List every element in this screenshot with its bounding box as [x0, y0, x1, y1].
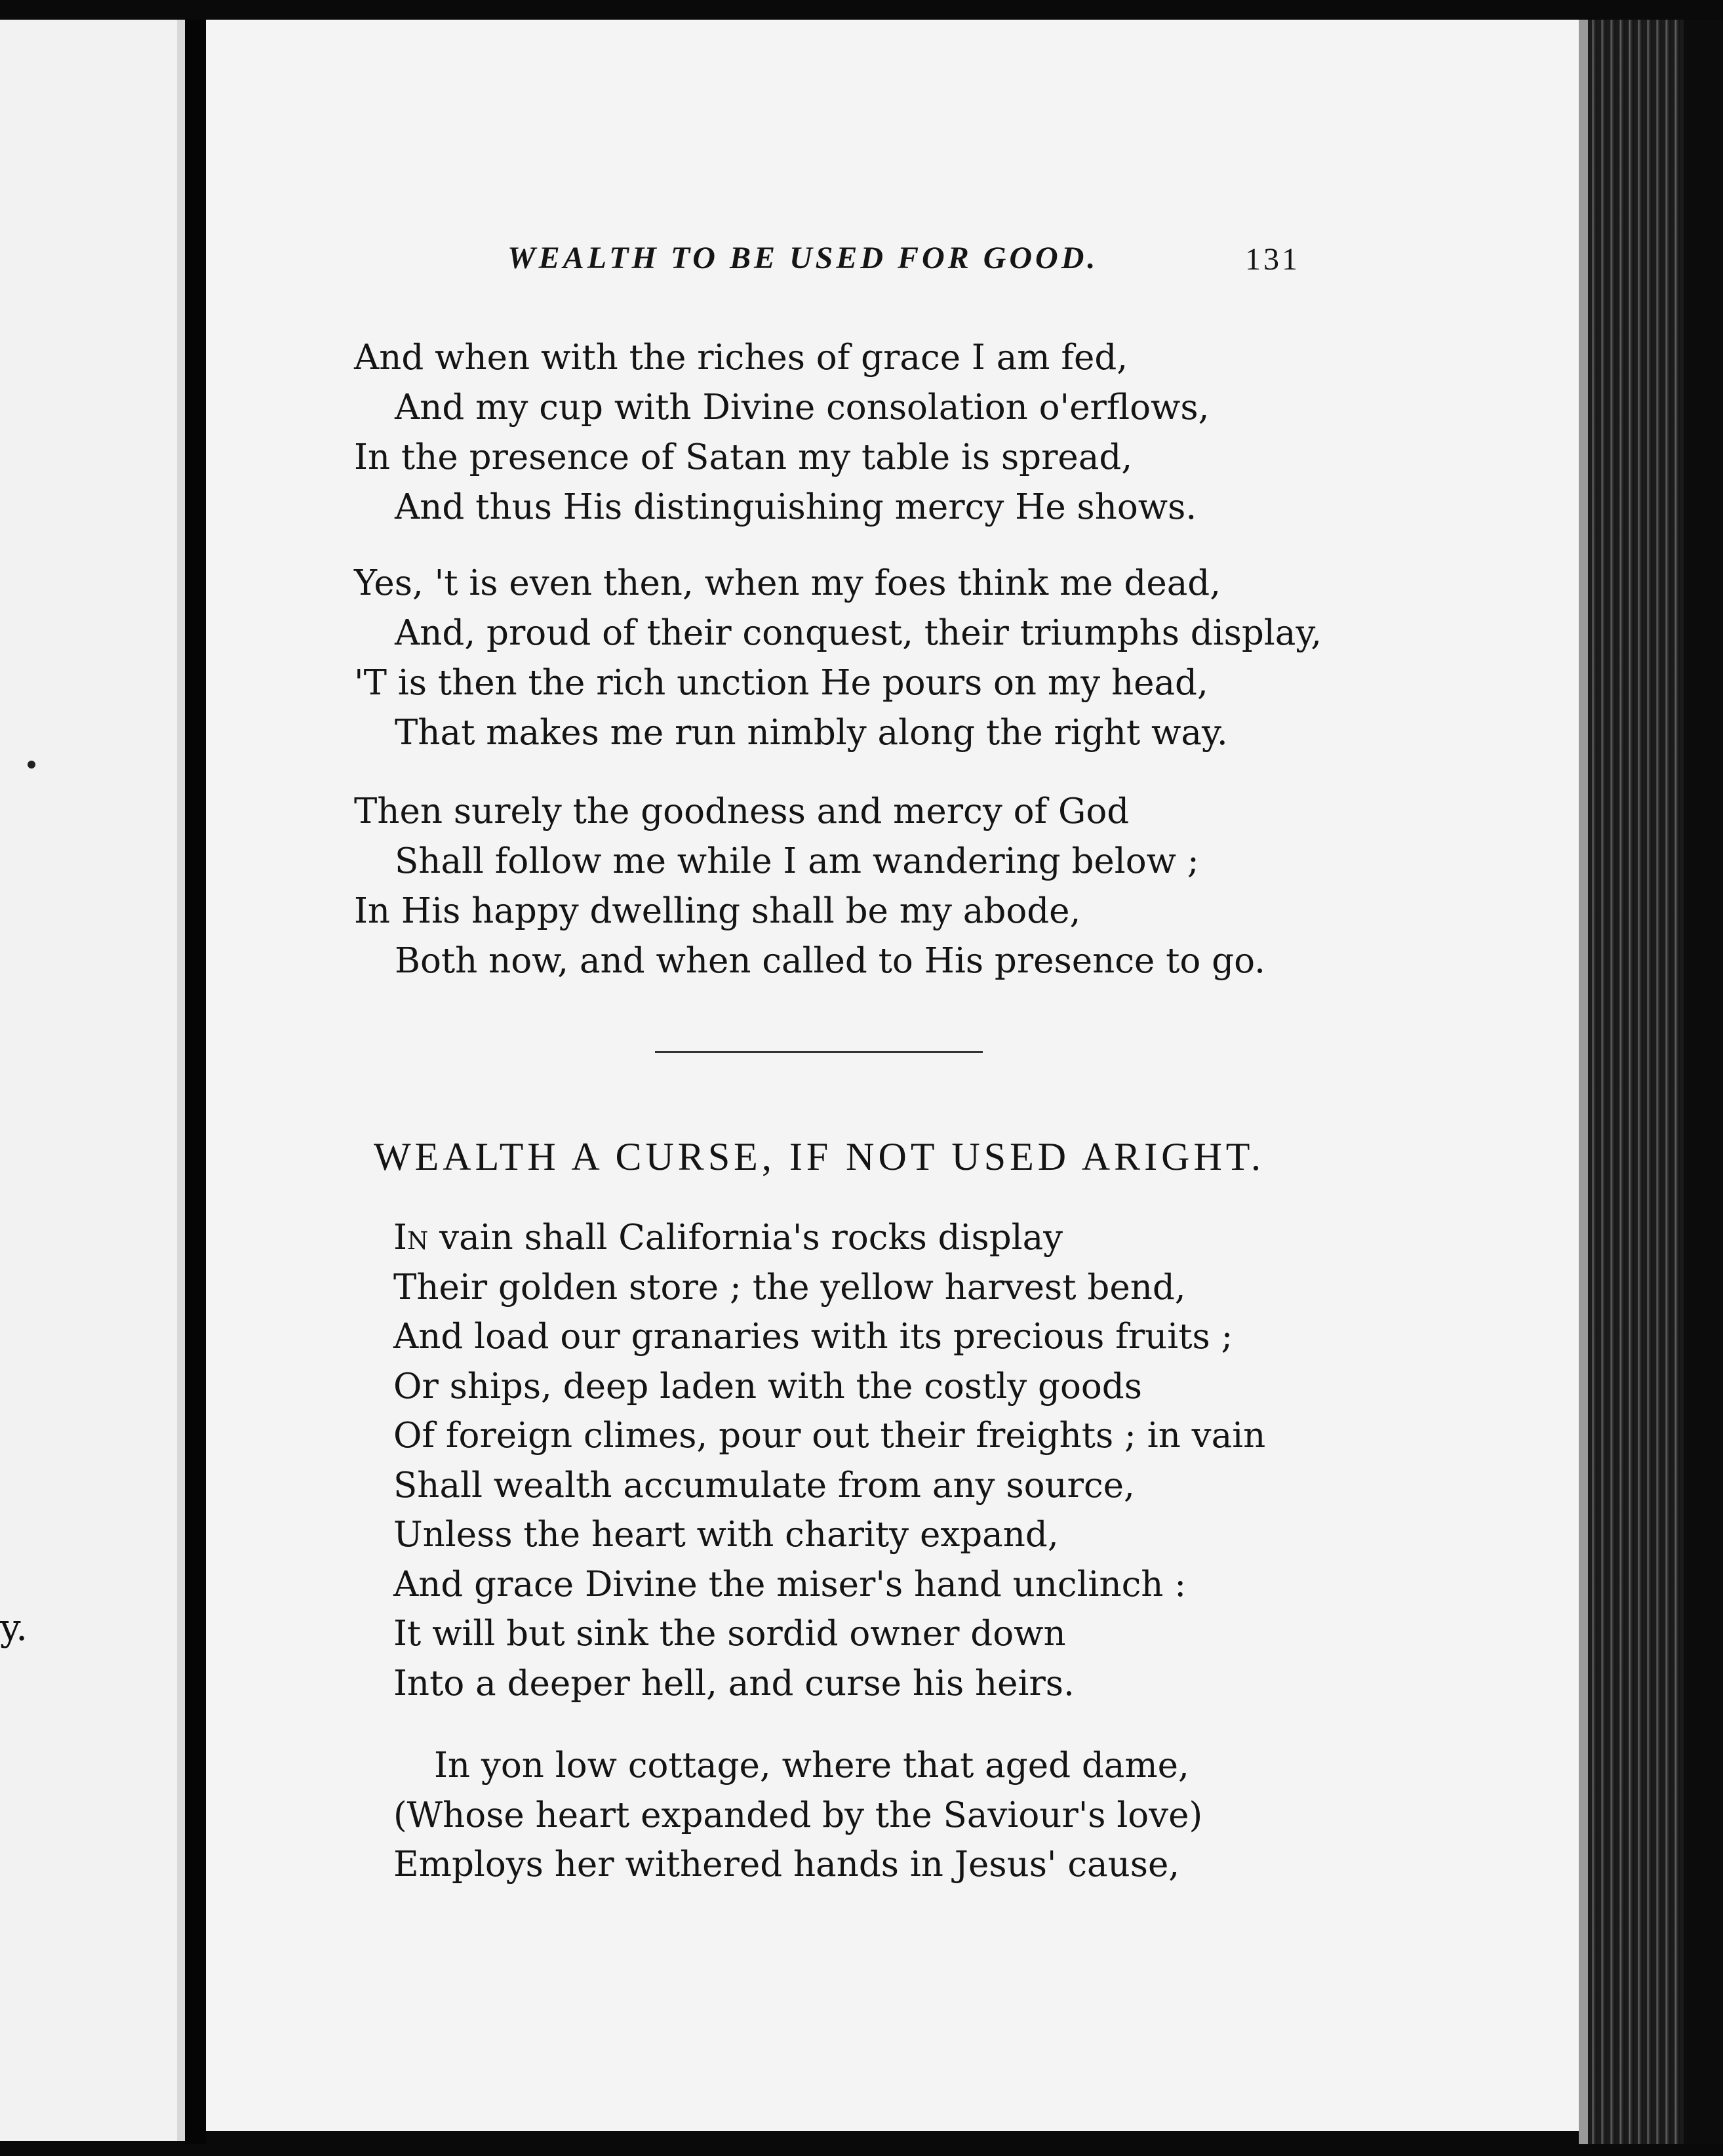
verse-line: And, proud of their conquest, their triumphs display, — [395, 613, 1322, 653]
running-head: WEALTH TO BE USED FOR GOOD. — [507, 241, 1099, 275]
verse-line: Both now, and when called to His presence to go. — [395, 941, 1265, 981]
verse-line: Unless the heart with charity expand, — [393, 1515, 1059, 1555]
verse-line: Shall wealth accumulate from any source, — [393, 1465, 1135, 1506]
verse-line: And thus His distinguishing mercy He shows. — [395, 487, 1197, 527]
verse-line: It will but sink the sordid owner down — [393, 1614, 1066, 1654]
book-cover-edge — [1684, 20, 1723, 2144]
stanza-1 — [354, 333, 1209, 532]
verse-line: 'T is then the rich unction He pours on my head, — [354, 663, 1208, 703]
stanza-3 — [354, 787, 1265, 986]
verse-line: In yon low cottage, where that aged dame, — [434, 1746, 1189, 1786]
book-page — [206, 20, 1579, 2131]
verse-line: Or ships, deep laden with the costly goods — [393, 1366, 1142, 1407]
left-page-gutter — [177, 20, 185, 2141]
poem-title: WEALTH A CURSE, IF NOT USED ARIGHT. — [374, 1135, 1265, 1178]
verse-line: Of foreign climes, pour out their freights ; in vain — [393, 1416, 1266, 1456]
left-page-text-fragment: y. — [0, 1607, 28, 1649]
verse-line: (Whose heart expanded by the Saviour's love) — [393, 1795, 1203, 1835]
verse-line: That makes me run nimbly along the right way. — [395, 713, 1228, 753]
left-facing-page — [0, 20, 185, 2141]
verse-line: Into a deeper hell, and curse his heirs. — [393, 1663, 1075, 1704]
verse-line: And when with the riches of grace I am fed, — [354, 338, 1128, 378]
verse-line: And load our granaries with its precious fruits ; — [393, 1317, 1233, 1357]
ink-speck — [28, 761, 35, 769]
page-edge-highlight — [1579, 20, 1588, 2144]
verse-line: Their golden store ; the yellow harvest bend, — [393, 1267, 1186, 1308]
page-number: 131 — [1245, 242, 1300, 277]
page-edges — [1579, 20, 1723, 2144]
verse-line: Then surely the goodness and mercy of God — [354, 791, 1130, 831]
poem-paragraph-1 — [393, 1213, 1265, 1708]
stanza-2 — [354, 559, 1322, 758]
verse-line — [393, 1213, 1265, 1263]
section-divider-rule — [655, 1051, 983, 1053]
drop-lead-word: In — [393, 1218, 429, 1258]
poem-paragraph-2 — [393, 1741, 1202, 1890]
book-spine-shadow — [185, 20, 206, 2144]
verse-line: And my cup with Divine consolation o'erflows, — [395, 388, 1210, 428]
verse-line: Yes, 't is even then, when my foes think me dead, — [354, 563, 1221, 603]
verse-line: In the presence of Satan my table is spread, — [354, 437, 1133, 477]
verse-line: In His happy dwelling shall be my abode, — [354, 891, 1081, 931]
verse-line-rest: vain shall California's rocks display — [428, 1218, 1063, 1258]
verse-line: Employs her withered hands in Jesus' cause, — [393, 1845, 1180, 1885]
verse-line: And grace Divine the miser's hand unclinch : — [393, 1564, 1187, 1605]
verse-line: Shall follow me while I am wandering below ; — [395, 841, 1199, 881]
